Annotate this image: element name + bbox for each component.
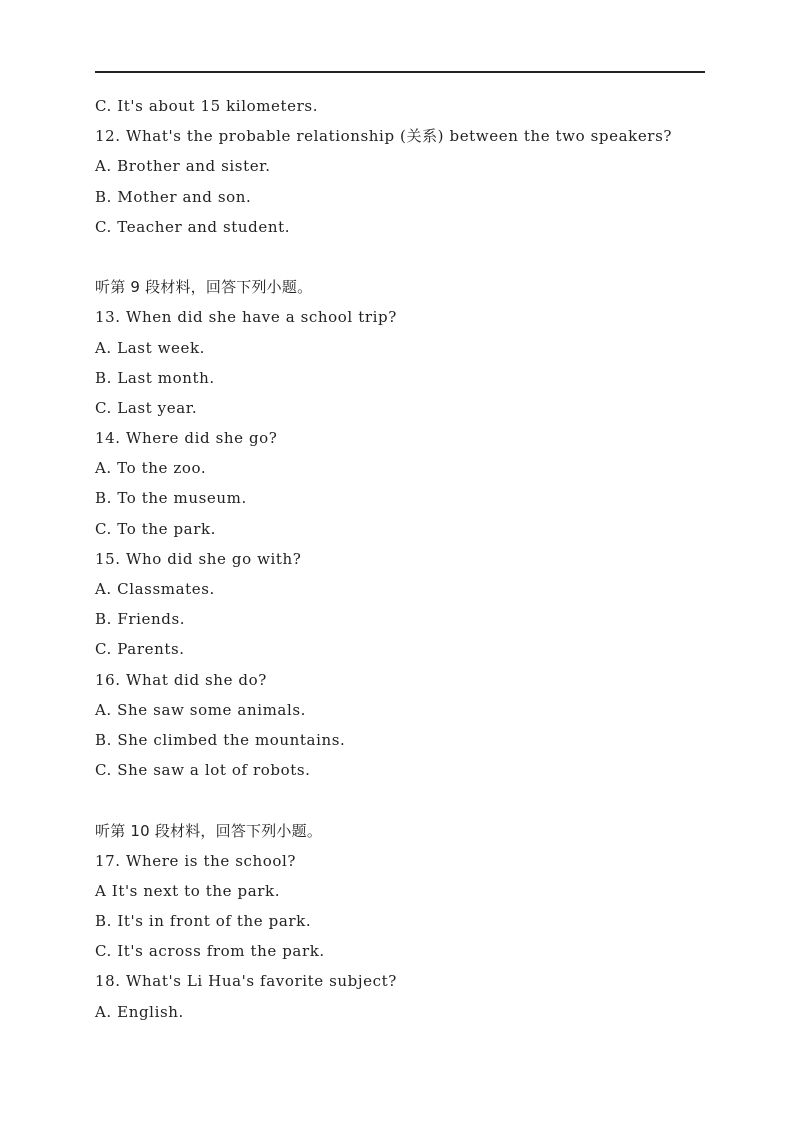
answer-option: C. Last year. <box>95 398 198 417</box>
answer-option: A. English. <box>95 1002 184 1021</box>
answer-option: C. Teacher and student. <box>95 217 291 236</box>
answer-option: A. Last week. <box>95 338 206 357</box>
document-content <box>95 95 715 1031</box>
question-16: 16. What did she do? <box>95 670 267 689</box>
answer-option: A. Classmates. <box>95 580 215 598</box>
answer-option: B. It's in front of the park. <box>95 912 312 931</box>
answer-option: A It's next to the park. <box>95 881 281 900</box>
answer-option: C. It's across from the park. <box>95 942 325 961</box>
question-18: 18. What's Li Hua's favorite subject? <box>95 972 397 991</box>
answer-option: C. It's about 15 kilometers. <box>95 97 319 115</box>
question-14: 14. Where did she go? <box>95 429 278 448</box>
section-9-title: 听第 9 段材料，回答下列小题。 <box>95 278 313 297</box>
answer-option: A. Brother and sister. <box>95 157 271 176</box>
question-13: 13. When did she have a school trip? <box>95 308 397 327</box>
question-12: 12. What's the probable relationship (关系) between the two speakers? <box>95 127 673 146</box>
question-15: 15. Who did she go with? <box>95 549 302 568</box>
answer-option: B. To the museum. <box>95 489 247 508</box>
answer-option: A. To the zoo. <box>95 459 207 478</box>
answer-option: B. She climbed the mountains. <box>95 730 346 749</box>
answer-option: B. Mother and son. <box>95 187 252 206</box>
answer-option: B. Last month. <box>95 368 215 387</box>
answer-option: C. She saw a lot of robots. <box>95 761 311 780</box>
answer-option: C. To the park. <box>95 519 217 538</box>
answer-option: C. Parents. <box>95 640 185 659</box>
spacer <box>95 789 715 819</box>
header-rule <box>95 71 705 73</box>
spacer <box>95 246 715 276</box>
answer-option: B. Friends. <box>95 610 186 629</box>
section-10-title: 听第 10 段材料，回答下列小题。 <box>95 821 323 840</box>
answer-option: A. She saw some animals. <box>95 700 307 719</box>
question-17: 17. Where is the school? <box>95 851 297 870</box>
